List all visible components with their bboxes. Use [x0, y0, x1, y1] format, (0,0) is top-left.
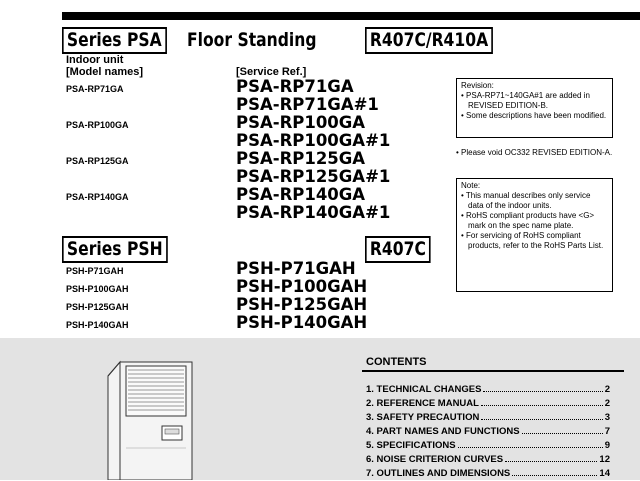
toc-item-label: 6. NOISE CRITERION CURVES — [366, 454, 504, 465]
toc-item[interactable] — [366, 439, 610, 453]
psa-model-name: PSA-RP71GA — [66, 84, 124, 94]
void-notice: • Please void OC332 REVISED EDITION-A. — [456, 148, 613, 157]
toc-item-page: 12 — [599, 454, 610, 465]
toc-item-page: 9 — [604, 440, 610, 451]
psh-service-ref: PSH-P125GAH — [236, 295, 368, 315]
toc-item[interactable] — [366, 411, 610, 425]
floor-standing-unit-illustration — [100, 356, 200, 480]
contents-title: CONTENTS — [366, 356, 427, 368]
model-names-header: [Model names] — [66, 66, 144, 78]
psh-model-name: PSH-P71GAH — [66, 266, 124, 276]
toc-item-page: 14 — [599, 468, 610, 479]
toc-leader — [458, 447, 603, 448]
table-of-contents — [366, 383, 610, 481]
toc-item-label: 7. OUTLINES AND DIMENSIONS — [366, 468, 511, 479]
psh-model-name: PSH-P125GAH — [66, 302, 129, 312]
toc-item[interactable] — [366, 453, 610, 467]
toc-item-page: 2 — [604, 384, 610, 395]
psa-model-name: PSA-RP100GA — [66, 120, 129, 130]
toc-item-page: 2 — [604, 398, 610, 409]
toc-item[interactable] — [366, 397, 610, 411]
toc-leader — [483, 391, 602, 392]
note-item: • This manual describes only service data of the indoor units. — [461, 191, 608, 211]
psh-service-ref: PSH-P71GAH — [236, 259, 356, 279]
psh-model-name: PSH-P140GAH — [66, 320, 129, 330]
top-rule — [62, 12, 640, 20]
note-item: • RoHS compliant products have <G> mark on the spec name plate. — [461, 211, 608, 231]
psa-service-ref: PSA-RP100GA#1 — [236, 131, 391, 151]
toc-item-label: 2. REFERENCE MANUAL — [366, 398, 479, 409]
psa-service-ref: PSA-RP140GA — [236, 185, 366, 205]
service-ref-header: [Service Ref.] — [236, 66, 307, 78]
psa-service-ref: PSA-RP140GA#1 — [236, 203, 391, 223]
psa-service-ref: PSA-RP125GA — [236, 149, 366, 169]
psa-service-ref: PSA-RP71GA — [236, 77, 354, 97]
revision-heading: Revision: — [461, 81, 494, 90]
revision-item: • PSA-RP71~140GA#1 are added in REVISED EDITION-B. — [461, 91, 608, 111]
toc-leader — [505, 461, 597, 462]
note-box — [456, 178, 613, 292]
floor-standing-label: Floor Standing — [187, 29, 317, 51]
toc-leader — [512, 475, 597, 476]
contents-rule — [362, 370, 624, 372]
psa-service-ref: PSA-RP125GA#1 — [236, 167, 391, 187]
toc-leader — [522, 433, 603, 434]
note-heading: Note: — [461, 181, 481, 190]
psh-service-ref: PSH-P140GAH — [236, 313, 368, 333]
toc-item-label: 4. PART NAMES AND FUNCTIONS — [366, 426, 520, 437]
toc-item-page: 7 — [604, 426, 610, 437]
psh-model-name: PSH-P100GAH — [66, 284, 129, 294]
toc-item-page: 3 — [604, 412, 610, 423]
refrigerant-badge-psh: R407C — [365, 236, 431, 263]
revision-box — [456, 78, 613, 138]
toc-leader — [481, 405, 603, 406]
series-psh-title: Series PSH — [62, 236, 168, 263]
psa-service-ref: PSA-RP100GA — [236, 113, 366, 133]
psa-service-ref: PSA-RP71GA#1 — [236, 95, 379, 115]
psa-model-name: PSA-RP125GA — [66, 156, 129, 166]
toc-item[interactable] — [366, 467, 610, 481]
note-item: • For servicing of RoHS compliant products, refer to the RoHS Parts List. — [461, 231, 608, 251]
refrigerant-badge-psa: R407C/R410A — [365, 27, 493, 54]
toc-item[interactable] — [366, 383, 610, 397]
void-notice-text: Please void OC332 REVISED EDITION-A. — [461, 148, 613, 157]
psh-service-ref: PSH-P100GAH — [236, 277, 368, 297]
toc-leader — [481, 419, 602, 420]
toc-item-label: 5. SPECIFICATIONS — [366, 440, 456, 451]
revision-item: • Some descriptions have been modified. — [461, 111, 608, 121]
series-psa-title: Series PSA — [62, 27, 167, 54]
indoor-unit-header: Indoor unit — [66, 54, 124, 66]
toc-item-label: 1. TECHNICAL CHANGES — [366, 384, 482, 395]
psa-model-name: PSA-RP140GA — [66, 192, 129, 202]
toc-item-label: 3. SAFETY PRECAUTION — [366, 412, 480, 423]
toc-item[interactable] — [366, 425, 610, 439]
